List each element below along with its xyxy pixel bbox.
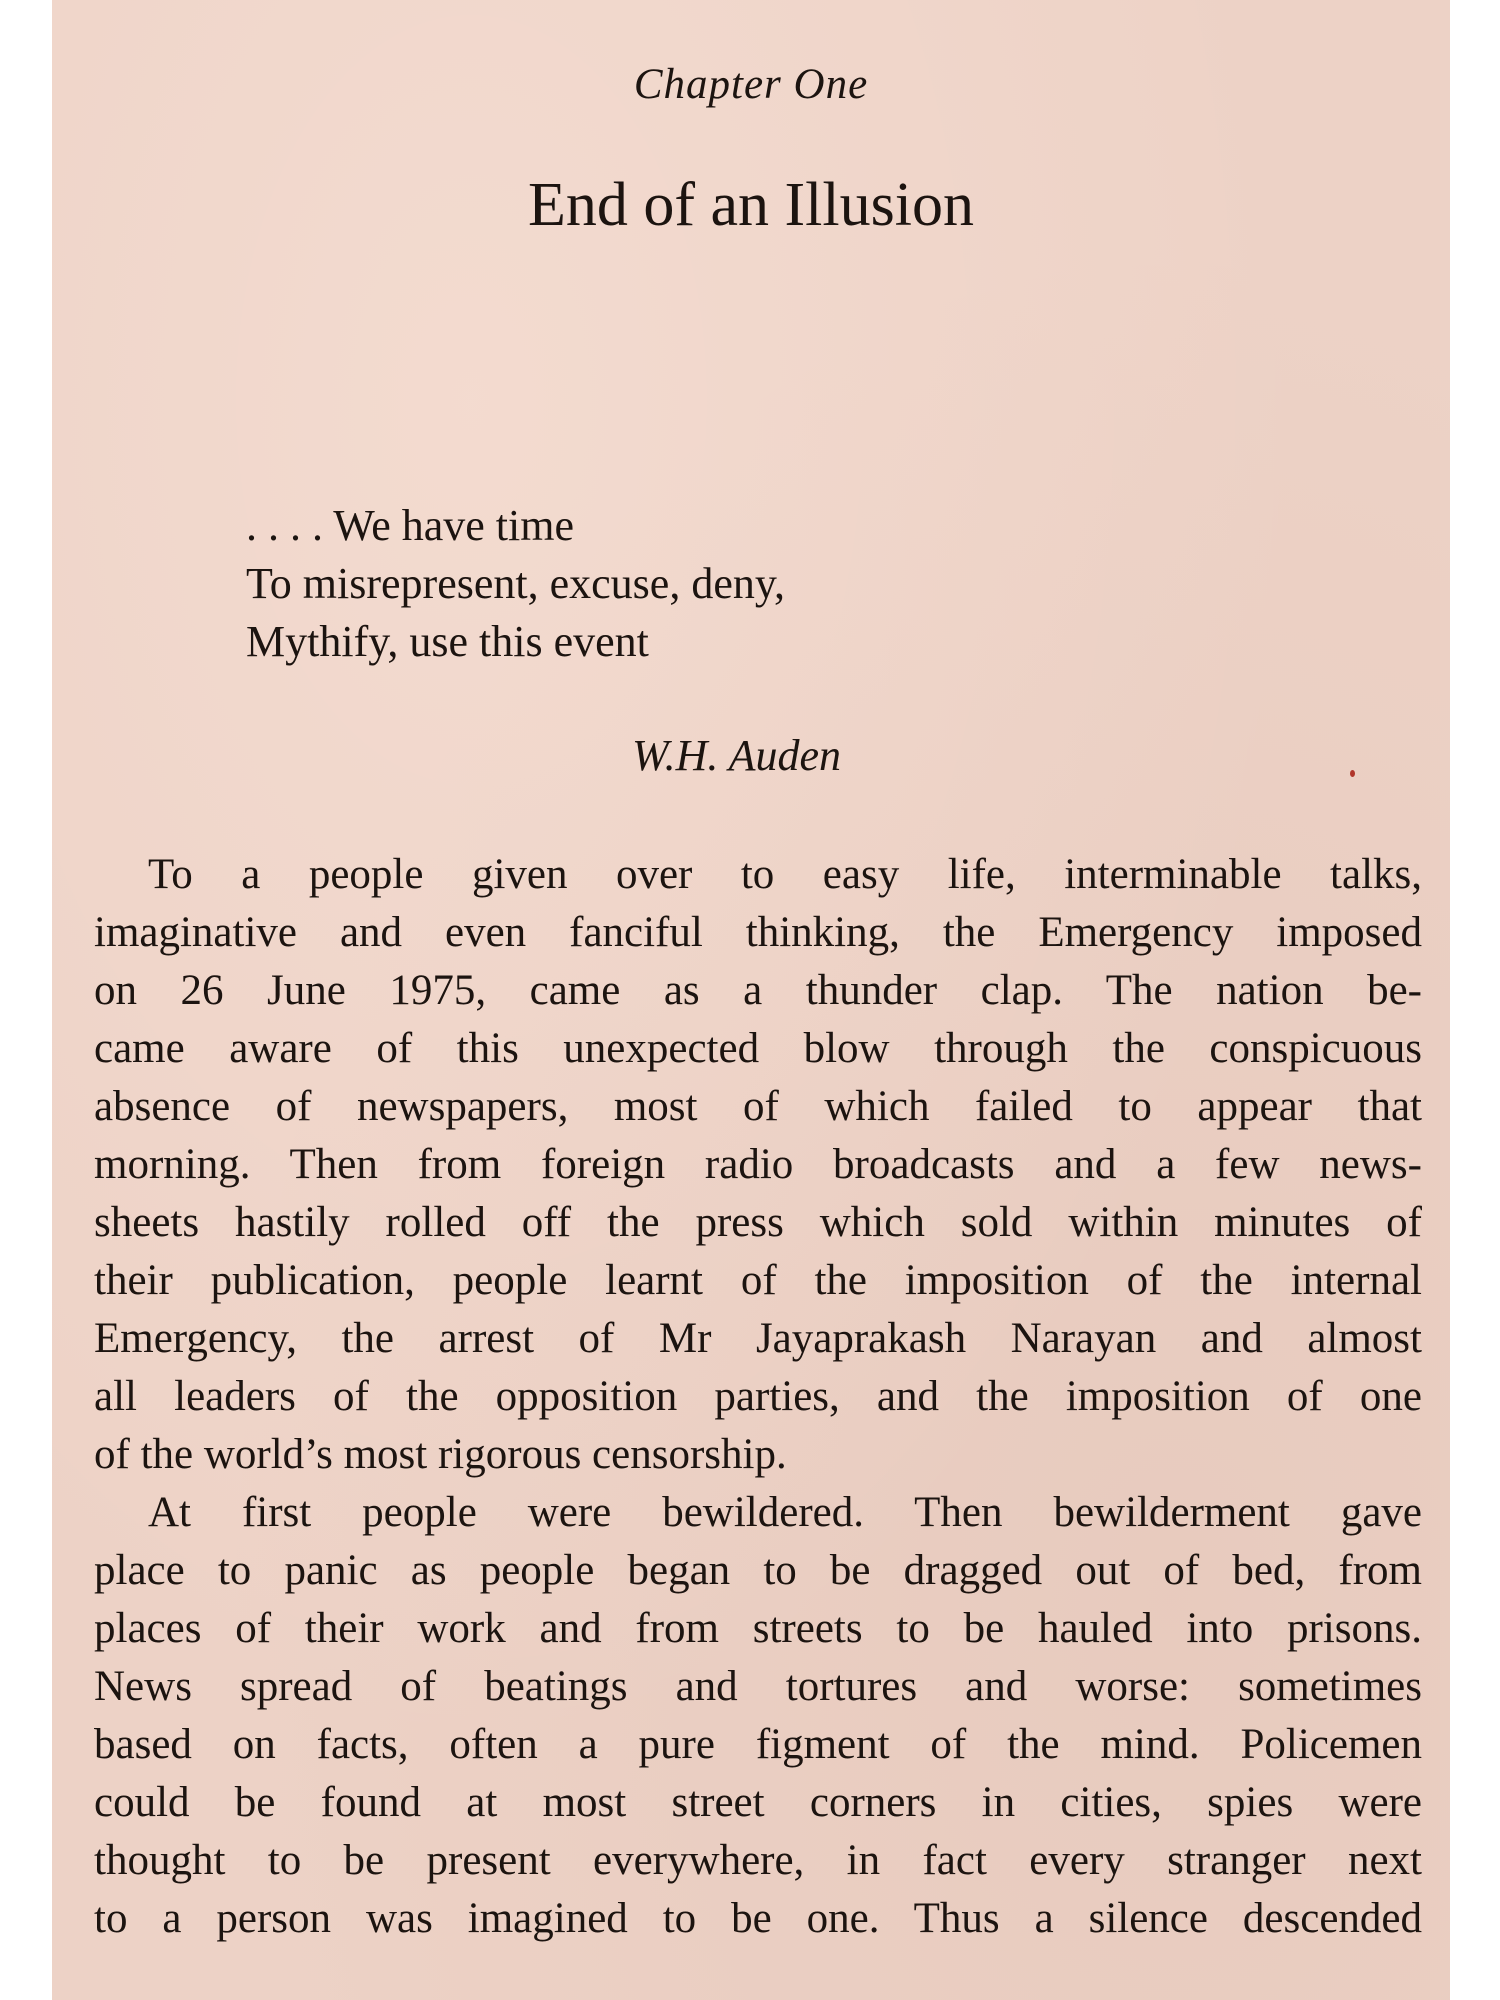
- paragraph-1: [94, 846, 1422, 1484]
- chapter-label: Chapter One: [633, 61, 869, 108]
- text-line: could be found at most street corners in cities, spies were: [94, 1779, 1422, 1826]
- text-line: to a person was imagined to be one. Thus a silence descended: [94, 1895, 1422, 1942]
- text-line: morning. Then from foreign radio broadcasts and a few news-: [94, 1141, 1422, 1188]
- text-line: places of their work and from streets to be hauled into prisons.: [94, 1605, 1422, 1652]
- text-line: absence of newspapers, most of which failed to appear that: [94, 1083, 1422, 1130]
- ink-speck: [1350, 770, 1355, 777]
- text-line: of the world’s most rigorous censorship.: [94, 1431, 787, 1478]
- body-text: [94, 846, 1422, 1948]
- text-line: all leaders of the opposition parties, and the imposition of one: [94, 1373, 1422, 1420]
- text-line: on 26 June 1975, came as a thunder clap. The nation be-: [94, 967, 1422, 1014]
- text-line: imaginative and even fanciful thinking, the Emergency imposed: [94, 909, 1422, 956]
- text-line: News spread of beatings and tortures and worse: sometimes: [94, 1663, 1422, 1710]
- text-line: thought to be present everywhere, in fact every stranger next: [94, 1837, 1422, 1884]
- text-line: To a people given over to easy life, interminable talks,: [148, 851, 1422, 898]
- text-line: came aware of this unexpected blow through the conspicuous: [94, 1025, 1422, 1072]
- epigraph: [246, 497, 785, 671]
- text-line: place to panic as people began to be dragged out of bed, from: [94, 1547, 1422, 1594]
- text-line: sheets hastily rolled off the press which sold within minutes of: [94, 1199, 1422, 1246]
- text-line: Emergency, the arrest of Mr Jayaprakash Narayan and almost: [94, 1315, 1422, 1362]
- paragraph-2: [94, 1484, 1422, 1948]
- epigraph-line: Mythify, use this event: [246, 617, 649, 666]
- epigraph-attribution: W.H. Auden: [632, 731, 841, 780]
- book-page: [52, 0, 1450, 2000]
- epigraph-line: . . . . We have time: [246, 501, 575, 550]
- epigraph-line: To misrepresent, excuse, deny,: [246, 559, 785, 608]
- chapter-title: End of an Illusion: [528, 171, 974, 239]
- text-line: based on facts, often a pure figment of the mind. Policemen: [94, 1721, 1422, 1768]
- text-line: At first people were bewildered. Then bewilderment gave: [148, 1489, 1422, 1536]
- text-line: their publication, people learnt of the imposition of the internal: [94, 1257, 1422, 1304]
